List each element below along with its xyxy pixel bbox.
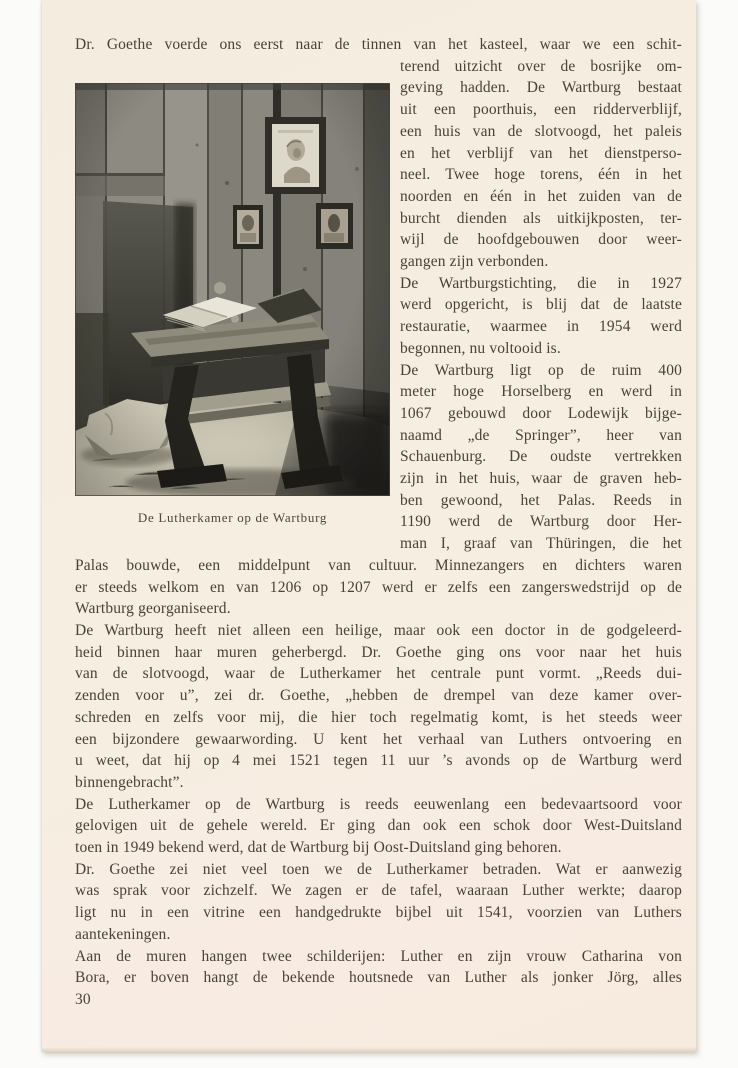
text-line: aantekeningen. <box>75 925 171 943</box>
text-line: een bijzondere gewaarwording. U kent het verhaal van Luthers ontvoering en <box>75 730 682 748</box>
text-line: 1067 gebouwd door Lodewijk bijge- <box>400 404 682 422</box>
text-line: burcht dienden als uitkijkposten, ter- <box>400 209 682 227</box>
text-line: en het verblijf van het dienstperso- <box>400 144 682 162</box>
text-line: ben gewoond, het Palas. Reeds in <box>400 491 682 509</box>
text-line: 1190 werd de Wartburg door Her- <box>400 513 682 531</box>
text-line: uit een poorthuis, een ridderverblijf, <box>400 101 682 119</box>
page-paper <box>42 0 696 1052</box>
text-line: Wartburg georganiseerd. <box>75 600 231 618</box>
text-line: heid binnen haar muren geherbergd. Dr. Goethe ging ons voor naar het huis <box>75 643 682 661</box>
page-bottom-edge <box>42 1047 696 1052</box>
text-line: ligt nu in een vitrine een handgedrukte bijbel uit 1541, voorzien van Luthers <box>75 904 682 922</box>
text-line: binnengebracht”. <box>75 773 184 791</box>
text-line: was sprak voor zichzelf. We zagen er de tafel, waaraan Luther werkte; daarop <box>75 882 682 900</box>
text-line: naamd „de Springer”, heer van <box>400 426 682 444</box>
text-line: werd opgericht, is blij dat de laatste <box>400 296 682 314</box>
text-line: Palas bouwde, een middelpunt van cultuur. Minnezangers en dichters waren <box>75 556 682 574</box>
text-line: restauratie, waarmee in 1954 werd <box>400 318 682 336</box>
text-line: er steeds welkom en van 1206 op 1207 werd er zelfs een zangerswedstrijd op de <box>75 578 682 596</box>
text-line: wijl de hoofdgebouwen door weer- <box>400 231 682 249</box>
text-line: u weet, dat hij op 4 mei 1521 tegen 11 uur ’s avonds op de Wartburg werd <box>75 752 682 770</box>
lutherkamer-figure <box>75 56 390 529</box>
text-line: zijn in het huis, waar de graven heb- <box>400 470 682 488</box>
text-line: begonnen, nu voltooid is. <box>400 339 561 357</box>
text-line: zenden voor u”, zei dr. Goethe, „hebben de drempel van deze kamer over- <box>75 687 682 705</box>
text-line: man I, graaf van Thüringen, die het <box>400 535 682 553</box>
text-line: neel. Twee hoge torens, één in het <box>400 166 682 184</box>
text-line: Schauenburg. De oudste vertrekken <box>400 448 682 466</box>
text-line: schreden en zelfs voor mij, die hier toch regelmatig komt, is het steeds weer <box>75 708 682 726</box>
text-line: toen in 1949 bekend werd, dat de Wartburg bij Oost-Duitsland ging behoren. <box>75 839 562 857</box>
lutherkamer-photo <box>75 83 390 496</box>
text-line: gangen zijn verbonden. <box>400 253 549 271</box>
intro-line: Dr. Goethe voerde ons eerst naar de tinnen van het kasteel, waar we een schit- <box>75 36 682 53</box>
text-line: terend uitzicht over de bosrijke om- <box>400 57 682 75</box>
text-line: gelovigen uit de gehele wereld. Er ging dan ook een schok door West-Duitsland <box>75 817 682 835</box>
article-text <box>75 0 682 1011</box>
full-width-text-block <box>75 555 682 989</box>
photo-caption: De Lutherkamer op de Wartburg <box>137 509 328 525</box>
text-line: een huis van de slotvoogd, het paleis <box>400 122 682 140</box>
text-line: Aan de muren hangen twee schilderijen: Luther en zijn vrouw Catharina von <box>75 947 682 965</box>
text-line: meter hoge Horselberg en werd in <box>400 383 682 401</box>
page-number: 30 <box>75 990 91 1008</box>
text-line: De Wartburgstichting, die in 1927 <box>400 274 682 292</box>
text-line: De Lutherkamer op de Wartburg is reeds eeuwenlang een bedevaartsoord voor <box>75 795 682 813</box>
text-line: De Wartburg ligt op de ruim 400 <box>400 361 682 379</box>
text-line: geving hadden. De Wartburg bestaat <box>400 79 682 97</box>
text-line: noorden en één in het zuiden van de <box>400 187 682 205</box>
text-line: van de slotvoogd, waar de Lutherkamer het centrale punt vormt. „Reeds dui- <box>75 665 682 683</box>
text-line: De Wartburg heeft niet alleen een heilige, maar ook een doctor in de godgeleerd- <box>75 621 682 639</box>
text-line: Dr. Goethe zei niet veel toen we de Lutherkamer betraden. Wat er aanwezig <box>75 860 682 878</box>
text-line: Bora, er boven hangt de bekende houtsnede van Luther als jonker Jörg, alles <box>75 969 682 987</box>
